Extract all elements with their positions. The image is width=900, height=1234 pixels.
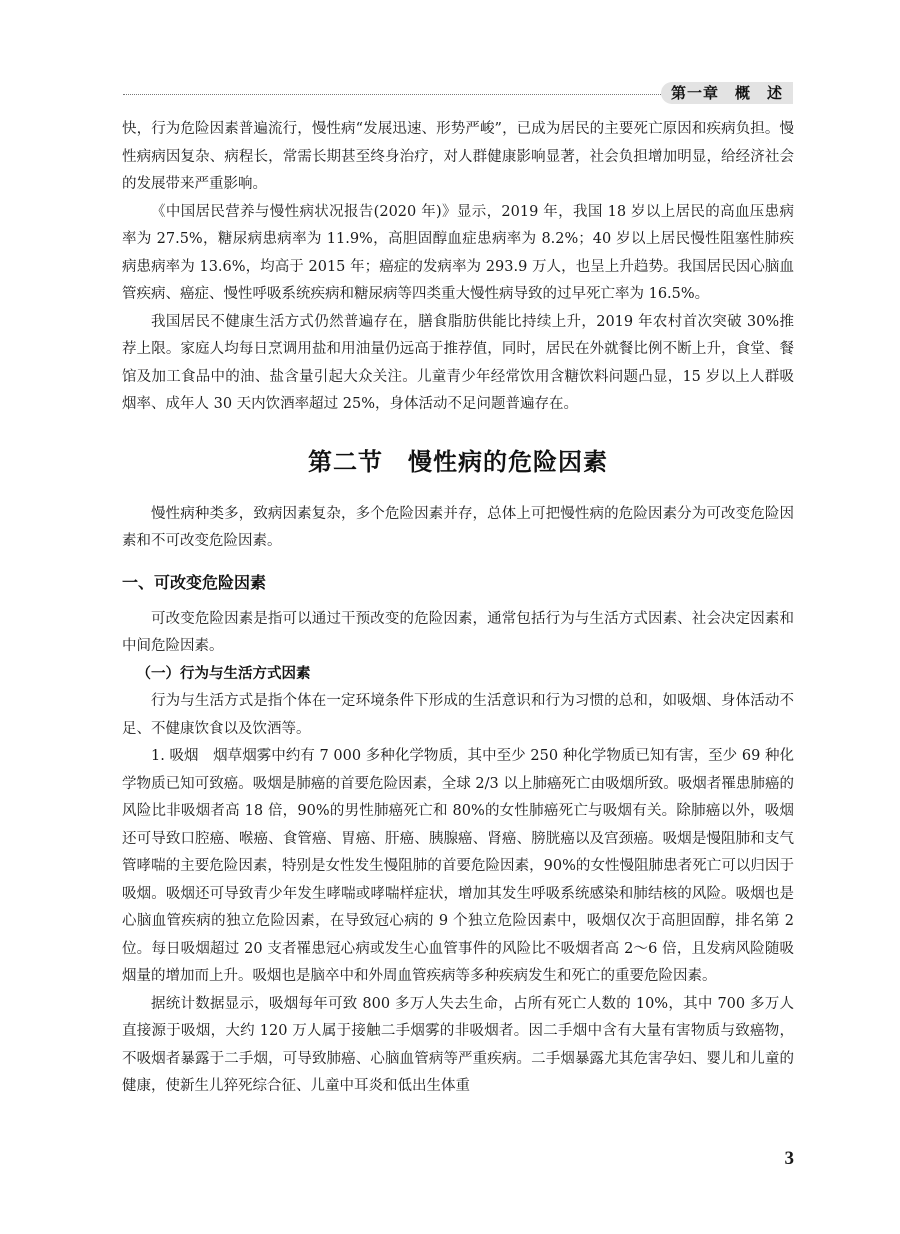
paragraph-behavior-def: 行为与生活方式是指个体在一定环境条件下形成的生活意识和行为习惯的总和，如吸烟、身体活动不足、不健康饮食以及饮酒等。	[122, 693, 794, 737]
paragraph-smoking: 1. 吸烟 烟草烟雾中约有 7 000 多种化学物质，其中至少 250 种化学物质已知有害，至少 69 种化学物质已知可致癌。吸烟是肺癌的首要危险因素，全球 2/3 以上肺癌死亡由吸烟所致。吸烟者罹患肺癌的风险比非吸烟者高 18 倍，90%的男性肺癌死亡和 80%的女性肺癌死亡与吸烟有关。除肺癌以外，吸烟还可导致口腔癌、喉癌、食管癌、胃癌、肝癌、胰腺癌、肾癌、膀胱癌以及宫颈癌。吸烟是慢阻肺和支气管哮喘的主要危险因素，特别是女性发生慢阻肺的首要危险因素，90%的女性慢阻肺患者死亡可以归因于吸烟。吸烟还可导致青少年发生哮喘或哮喘样症状，增加其发生呼吸系统感染和肺结核的风险。吸烟也是心脑血管疾病的独立危险因素，在导致冠心病的 9 个独立危险因素中，吸烟仅次于高胆固醇，排名第 2 位。每日吸烟超过 20 支者罹患冠心病或发生心血管事件的风险比不吸烟者高 2～6 倍，且发病风险随吸烟量的增加而上升。吸烟也是脑卒中和外周血管疾病等多种疾病发生和死亡的重要危险因素。	[122, 748, 794, 984]
page-body	[122, 116, 794, 1101]
paragraph-lifestyle: 我国居民不健康生活方式仍然普遍存在，膳食脂肪供能比持续上升，2019 年农村首次突破 30%推荐上限。家庭人均每日烹调用盐和用油量仍远高于推荐值，同时，居民在外就餐比例不断上升，食堂、餐馆及加工食品中的油、盐含量引起大众关注。儿童青少年经常饮用含糖饮料问题凸显，15 岁以上人群吸烟率、成年人 30 天内饮酒率超过 25%，身体活动不足问题普遍存在。	[122, 313, 794, 412]
header-dotted-rule	[123, 94, 661, 95]
paragraph-continuation: 快，行为危险因素普遍流行，慢性病“发展迅速、形势严峻”，已成为居民的主要死亡原因和疾病负担。慢性病病因复杂、病程长，常需长期甚至终身治疗，对人群健康影响显著，社会负担增加明显，给经济社会的发展带来严重影响。	[122, 121, 794, 192]
paragraph-modifiable-def: 可改变危险因素是指可以通过干预改变的危险因素，通常包括行为与生活方式因素、社会决定因素和中间危险因素。	[122, 610, 794, 654]
heading-modifiable-factors: 一、可改变危险因素	[122, 572, 267, 592]
subheading-behavior-lifestyle: （一）行为与生活方式因素	[136, 665, 311, 682]
paragraph-report-stats: 《中国居民营养与慢性病状况报告(2020 年)》显示，2019 年，我国 18 岁以上居民的高血压患病率为 27.5%，糖尿病患病率为 11.9%，高胆固醇血症患病率为 8.2%；40 岁以上居民慢性阻塞性肺疾病患病率为 13.6%，均高于 2015 年；癌症的发病率为 293.9 万人，也呈上升趋势。我国居民因心脑血管疾病、癌症、慢性呼吸系统疾病和糖尿病等四类重大慢性病导致的过早死亡率为 16.5%。	[122, 203, 794, 302]
chapter-header-tab: 第一章 概 述	[661, 82, 793, 104]
section-title: 第二节 慢性病的危险因素	[308, 447, 608, 476]
page-number: 3	[784, 1148, 794, 1169]
paragraph-smoking-stats: 据统计数据显示，吸烟每年可致 800 多万人失去生命，占所有死亡人数的 10%，其中 700 多万人直接源于吸烟，大约 120 万人属于接触二手烟雾的非吸烟者。因二手烟中含有大量有害物质与致癌物，不吸烟者暴露于二手烟，可导致肺癌、心脑血管病等严重疾病。二手烟暴露尤其危害孕妇、婴儿和儿童的健康，使新生儿猝死综合征、儿童中耳炎和低出生体重	[122, 995, 794, 1094]
paragraph-risk-intro: 慢性病种类多，致病因素复杂，多个危险因素并存，总体上可把慢性病的危险因素分为可改变危险因素和不可改变危险因素。	[122, 505, 794, 549]
